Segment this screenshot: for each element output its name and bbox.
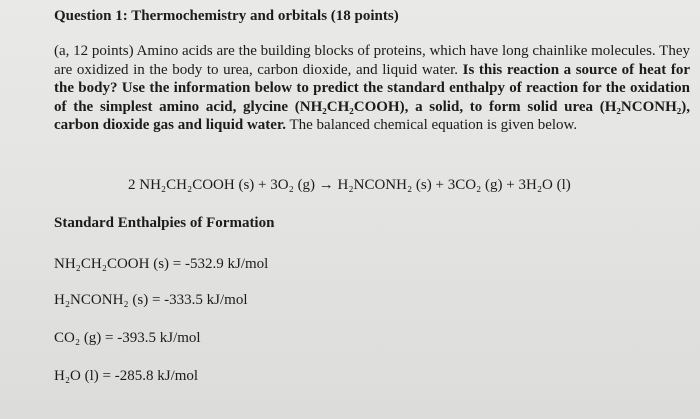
question-title: Question 1: Thermochemistry and orbitals (18 points) [54, 8, 399, 24]
part-a-bold-question: Is this reaction a source of heat for the body? Use the information below to predict the standard enthalpy of reaction for the oxidation of the simplest amino acid, glycine (NH₂CH₂COOH), a solid, to form solid urea (H₂NCONH₂), carbon dioxide gas and liquid water. [54, 61, 690, 134]
enthalpies-heading: Standard Enthalpies of Formation [54, 215, 275, 231]
part-a-paragraph [54, 42, 690, 135]
enthalpy-glycine: NH₂CH₂COOH (s) = -532.9 kJ/mol [54, 256, 269, 272]
enthalpy-water: H₂O (l) = -285.8 kJ/mol [54, 368, 199, 384]
enthalpy-co2: CO₂ (g) = -393.5 kJ/mol [54, 330, 201, 346]
enthalpy-urea: H₂NCONH₂ (s) = -333.5 kJ/mol [54, 292, 248, 308]
part-a-closing: The balanced chemical equation is given below. [289, 117, 578, 134]
part-a-intro: (a, 12 points) Amino acids are the building blocks of proteins, which have long chainlike molecules. They are oxidized in the body to urea, carbon dioxide, and liquid water. [54, 43, 690, 78]
balanced-equation: 2 NH₂CH₂COOH (s) + 3O₂ (g) → H₂NCONH₂ (s) + 3CO₂ (g) + 3H₂O (l) [128, 177, 571, 193]
